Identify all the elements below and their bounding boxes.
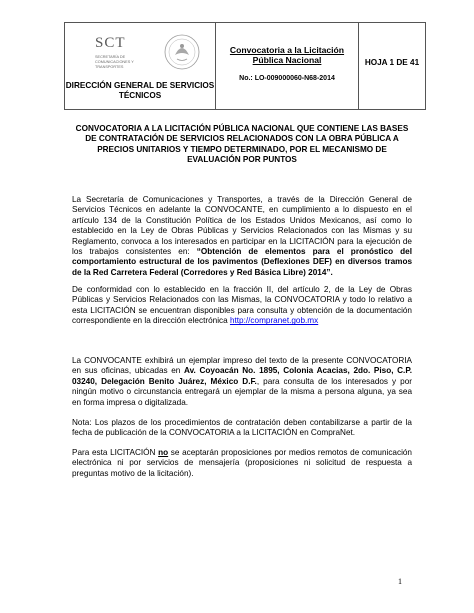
printed-copy-pre: La CONVOCANTE exhibirá un ejemplar impreso del texto de la presente CONVOCATORIA en sus oficinas, ubicadas en	[72, 356, 412, 376]
mexico-seal-icon	[163, 31, 201, 73]
page-number: 1	[398, 577, 402, 586]
document-header	[64, 22, 426, 110]
sct-logo-text: SCT	[95, 35, 126, 51]
sct-logo	[79, 31, 203, 75]
intro-text: La Secretaría de Comunicaciones y Transportes, a través de la Dirección General de Servicios Técnicos en adelante la CONVOCANTE, en cumplimiento a lo dispuesto en el artículo 134 de la Constitución Política de los Estados Unidos Mexicanos, así como lo establecido en la Ley de Obras Públicas y Servicios Relacionados con las Mismas y su Reglamento, convoca a los interesados en participar en la LICITACIÓN para la ejecución de los trabajos consistentes en:	[72, 195, 412, 257]
header-title-cell	[216, 23, 359, 109]
sct-logo-subtitle: SECRETARÍA DE COMUNICACIONES Y TRANSPORTES	[95, 55, 134, 69]
printed-copy-post: , para consulta de los interesados y por ningún motivo o circunstancia entregará un ejemplar de la misma a persona alguna, ya sea en forma impresa o digitalizada.	[72, 376, 412, 407]
paragraph-printed-copy	[72, 356, 412, 408]
paragraph-remote-proposals	[72, 448, 412, 479]
remote-post: se aceptarán proposiciones por medios remotos de comunicación electrónica ni por servicios de mensajería (proposiciones ni solicitud de respuesta a preguntas motivo de la licitación).	[72, 448, 412, 478]
remote-pre: Para esta LICITACIÓN	[72, 448, 159, 457]
department-name: DIRECCIÓN GENERAL DE SERVICIOS TÉCNICOS	[65, 81, 215, 100]
convocatoria-number: No.: LO-009000060-N68-2014	[239, 75, 335, 82]
availability-text: De conformidad con lo establecido en la fracción II, del artículo 2, de la Ley de Obras Públicas y Servicios Relacionados con las Mismas, la CONVOCATORIA y todo lo relativo a esta LICITACIÓN se encuentran disponibles para consulta y obtención de la documentación correspondiente en la dirección electrónica	[72, 285, 412, 326]
document-heading: CONVOCATORIA A LA LICITACIÓN PÚBLICA NACIONAL QUE CONTIENE LAS BASES DE CONTRATACIÓN DE SERVICIOS RELACIONADOS CON LA OBRA PÚBLICA A PRECIOS UNITARIOS Y TIEMPO DETERMINADO, POR EL MECANISMO DE EVALUACIÓN POR PUNTOS	[75, 124, 409, 165]
compranet-link[interactable]: http://compranet.gob.mx	[229, 316, 319, 326]
header-page-cell	[359, 23, 425, 109]
convocatoria-title: Convocatoria a la Licitación Pública Nacional	[229, 45, 345, 65]
header-logo-cell	[65, 23, 216, 109]
remote-no: no	[158, 448, 169, 457]
paragraph-note: Nota: Los plazos de los procedimientos de contratación deben contabilizarse a partir de la fecha de publicación de la CONVOCATORIA a la LICITACIÓN en CompraNet.	[72, 418, 412, 438]
paragraph-intro	[72, 195, 412, 278]
page-counter: HOJA 1 DE 41	[364, 58, 420, 67]
project-title: “Obtención de elementos para el pronóstico del comportamiento estructural de los pavimentos (Deflexiones DEF) en diversos tramos de la Red Carretera Federal (Corredores y Red Básica Libre) 2014”.	[72, 247, 413, 277]
paragraph-availability	[72, 285, 412, 327]
office-address: Av. Coyoacán No. 1895, Colonia Acacias, 2do. Piso, C.P. 03240, Delegación Benito Juárez, México D.F.	[72, 366, 413, 386]
